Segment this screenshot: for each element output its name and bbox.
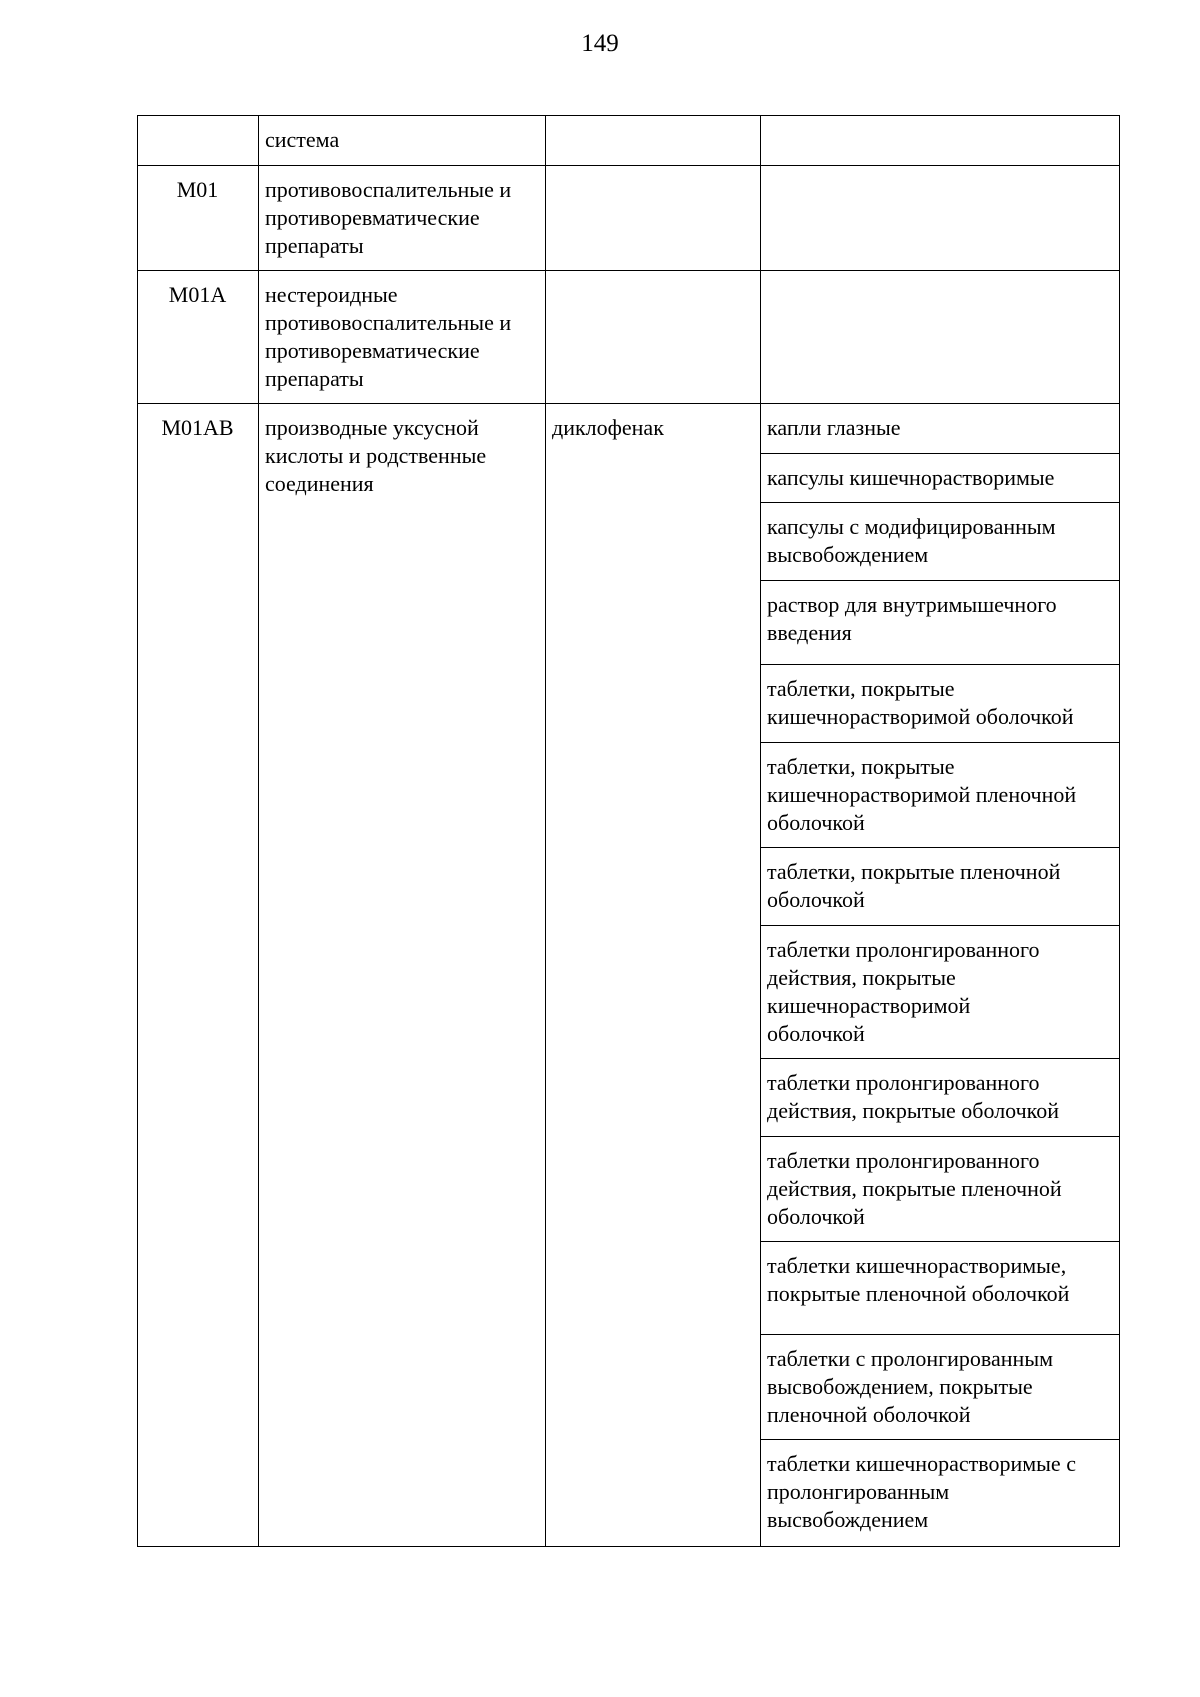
dosage-form-cell: капсулы кишечнорастворимые <box>767 465 1055 490</box>
form-row-line <box>760 502 1120 503</box>
form-row-line <box>760 847 1120 848</box>
dosage-form-cell: таблетки, покрытые кишечнорастворимой оболочкой <box>767 676 1074 729</box>
dosage-form-cell: капли глазные <box>767 415 901 440</box>
group-cell: нестероидные противовоспалительные и противоревматические препараты <box>265 282 512 391</box>
group-cell: производные уксусной кислоты и родственные соединения <box>265 415 487 496</box>
page-number: 149 <box>581 30 619 57</box>
dosage-form-cell: таблетки, покрытые пленочной оболочкой <box>767 859 1061 912</box>
table-border-right <box>1119 115 1120 1547</box>
dosage-form-cell: таблетки, покрытые кишечнорастворимой пленочной оболочкой <box>767 754 1077 835</box>
group-cell: система <box>265 127 340 152</box>
group-cell: противовоспалительные и противоревматические препараты <box>265 177 512 258</box>
atc-code-cell: M01A <box>168 282 227 307</box>
dosage-form-cell: таблетки кишечнорастворимые, покрытые пленочной оболочкой <box>767 1253 1070 1306</box>
form-row-line <box>760 925 1120 926</box>
form-row-line <box>760 1058 1120 1059</box>
atc-code-cell: M01 <box>176 177 219 202</box>
dosage-form-cell: таблетки с пролонгированным высвобождением, покрытые пленочной оболочкой <box>767 1346 1054 1427</box>
drug-table <box>137 115 1120 1547</box>
form-row-line <box>760 1136 1120 1137</box>
table-border-left <box>137 115 138 1547</box>
form-row-line <box>760 1439 1120 1440</box>
column-divider-1 <box>258 115 259 1547</box>
dosage-form-cell: таблетки кишечнорастворимые с пролонгированным высвобождением <box>767 1451 1076 1532</box>
dosage-form-cell: капсулы с модифицированным высвобождением <box>767 514 1056 567</box>
row-line <box>137 165 1120 166</box>
dosage-form-cell: раствор для внутримышечного введения <box>767 592 1057 645</box>
drug-name-cell: диклофенак <box>552 415 664 440</box>
row-line <box>137 1546 1120 1547</box>
column-divider-2 <box>545 115 546 1547</box>
row-line <box>137 403 1120 404</box>
atc-code-cell: M01AB <box>161 415 234 440</box>
form-row-line <box>760 453 1120 454</box>
row-line <box>137 270 1120 271</box>
column-divider-3 <box>760 115 761 1547</box>
dosage-form-cell: таблетки пролонгированного действия, покрытые оболочкой <box>767 1070 1060 1123</box>
form-row-line <box>760 1241 1120 1242</box>
form-row-line <box>760 1334 1120 1335</box>
form-row-line <box>760 742 1120 743</box>
row-line <box>137 115 1120 116</box>
form-row-line <box>760 664 1120 665</box>
dosage-form-cell: таблетки пролонгированного действия, покрытые пленочной оболочкой <box>767 1148 1062 1229</box>
dosage-form-cell: таблетки пролонгированного действия, покрытые кишечнорастворимой оболочкой <box>767 937 1040 1046</box>
form-row-line <box>760 580 1120 581</box>
